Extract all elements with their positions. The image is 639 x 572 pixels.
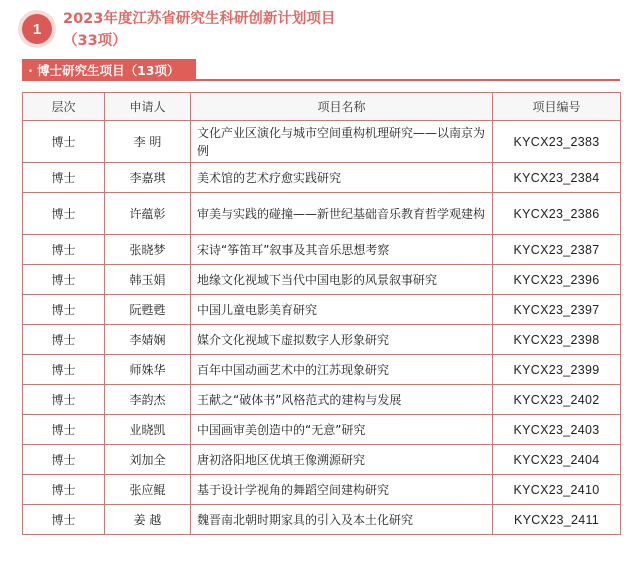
cell-applicant: 师姝华 — [105, 355, 191, 385]
cell-code: KYCX23_2384 — [493, 163, 621, 193]
cell-applicant: 许蕴彰 — [105, 193, 191, 235]
cell-project: 媒介文化视域下虚拟数字人形象研究 — [191, 325, 493, 355]
cell-project: 文化产业区演化与城市空间重构机理研究——以南京为例 — [191, 121, 493, 163]
cell-level: 博士 — [23, 325, 105, 355]
cell-applicant: 李韵杰 — [105, 385, 191, 415]
page-title — [63, 8, 623, 52]
cell-code: KYCX23_2403 — [493, 415, 621, 445]
cell-level: 博士 — [23, 265, 105, 295]
cell-applicant: 刘加全 — [105, 445, 191, 475]
cell-project: 美术馆的艺术疗愈实践研究 — [191, 163, 493, 193]
cell-applicant: 李婧娴 — [105, 325, 191, 355]
table-row — [23, 355, 621, 385]
cell-code: KYCX23_2397 — [493, 295, 621, 325]
cell-project: 百年中国动画艺术中的江苏现象研究 — [191, 355, 493, 385]
project-table — [22, 92, 621, 535]
cell-level: 博士 — [23, 355, 105, 385]
section-number-badge: 1 — [22, 14, 52, 44]
cell-project: 唐初洛阳地区优填王像溯源研究 — [191, 445, 493, 475]
cell-applicant: 阮甦甦 — [105, 295, 191, 325]
cell-level: 博士 — [23, 163, 105, 193]
page-title-line1: 2023年度江苏省研究生科研创新计划项目 — [63, 11, 336, 27]
cell-level: 博士 — [23, 445, 105, 475]
section-divider — [22, 79, 620, 81]
cell-project: 魏晋南北朝时期家具的引入及本土化研究 — [191, 505, 493, 535]
column-header-level: 层次 — [23, 93, 105, 121]
table-row — [23, 163, 621, 193]
cell-level: 博士 — [23, 193, 105, 235]
cell-level: 博士 — [23, 295, 105, 325]
cell-level: 博士 — [23, 235, 105, 265]
cell-level: 博士 — [23, 385, 105, 415]
table-row — [23, 475, 621, 505]
table-row — [23, 325, 621, 355]
table-row — [23, 235, 621, 265]
cell-applicant: 张应鲲 — [105, 475, 191, 505]
cell-code: KYCX23_2399 — [493, 355, 621, 385]
cell-code: KYCX23_2398 — [493, 325, 621, 355]
cell-code: KYCX23_2396 — [493, 265, 621, 295]
table-row — [23, 295, 621, 325]
table-row — [23, 385, 621, 415]
cell-project: 中国儿童电影美育研究 — [191, 295, 493, 325]
table-row — [23, 265, 621, 295]
cell-code: KYCX23_2386 — [493, 193, 621, 235]
cell-code: KYCX23_2410 — [493, 475, 621, 505]
table-row — [23, 415, 621, 445]
table-row — [23, 121, 621, 163]
table-row — [23, 445, 621, 475]
cell-project: 中国画审美创造中的“无意”研究 — [191, 415, 493, 445]
cell-applicant: 张晓梦 — [105, 235, 191, 265]
cell-applicant: 韩玉娟 — [105, 265, 191, 295]
cell-applicant: 姜 越 — [105, 505, 191, 535]
cell-code: KYCX23_2404 — [493, 445, 621, 475]
table-row — [23, 505, 621, 535]
cell-code: KYCX23_2402 — [493, 385, 621, 415]
cell-project: 宋诗“筝笛耳”叙事及其音乐思想考察 — [191, 235, 493, 265]
cell-level: 博士 — [23, 475, 105, 505]
cell-project: 王献之“破体书”风格范式的建构与发展 — [191, 385, 493, 415]
cell-code: KYCX23_2387 — [493, 235, 621, 265]
column-header-applicant: 申请人 — [105, 93, 191, 121]
column-header-code: 项目编号 — [493, 93, 621, 121]
cell-project: 审美与实践的碰撞——新世纪基础音乐教育哲学观建构 — [191, 193, 493, 235]
cell-applicant: 李 明 — [105, 121, 191, 163]
section-heading: · 博士研究生项目（13项） — [22, 59, 196, 80]
cell-project: 基于设计学视角的舞蹈空间建构研究 — [191, 475, 493, 505]
table-header-row — [23, 93, 621, 121]
column-header-project: 项目名称 — [191, 93, 493, 121]
page-title-line2: （33项） — [63, 33, 127, 49]
cell-level: 博士 — [23, 505, 105, 535]
cell-project: 地缘文化视域下当代中国电影的风景叙事研究 — [191, 265, 493, 295]
cell-applicant: 业晓凯 — [105, 415, 191, 445]
cell-level: 博士 — [23, 415, 105, 445]
cell-applicant: 李嘉琪 — [105, 163, 191, 193]
cell-code: KYCX23_2383 — [493, 121, 621, 163]
cell-code: KYCX23_2411 — [493, 505, 621, 535]
table-row — [23, 193, 621, 235]
cell-level: 博士 — [23, 121, 105, 163]
